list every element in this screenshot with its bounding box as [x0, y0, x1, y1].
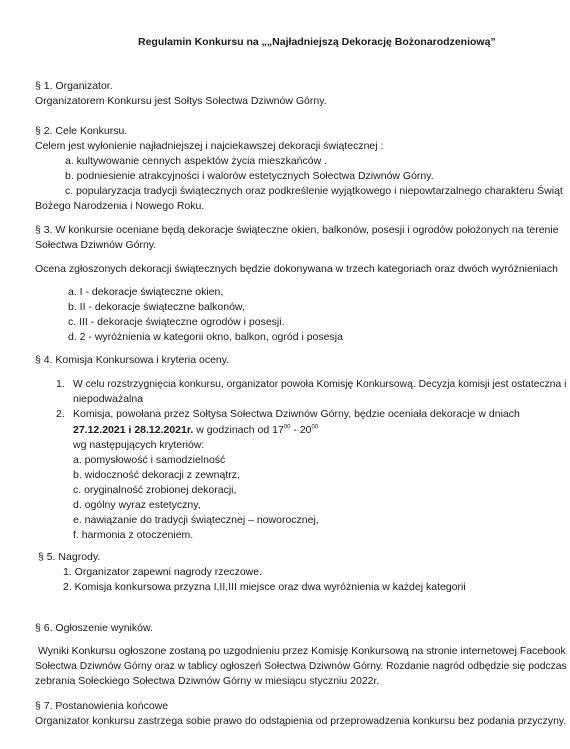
evaluation-text: Komisja, powołana przez Sołtysa Sołectwa Dziwnów Górny, będzie oceniała dekoracje w dniach: [73, 408, 520, 420]
hours-text: w godzinach od 17: [196, 424, 284, 436]
date-2: 28.12.2021r.: [134, 424, 194, 436]
goal-item-continuation: Bożego Narodzenia i Nowego Roku.: [35, 200, 205, 212]
results-text: Sołectwa Dziwnów Górny oraz w tablicy ogłoszeń Sołectwa Dziwnów Górny. Rozdanie nagród odbędzie się podczas: [35, 660, 567, 672]
section-7-text: Organizator konkursu zastrzega sobie prawo do odstąpienia od przeprowadzenia konkursu bez podania przyczyny.: [35, 715, 567, 727]
committee-text: W celu rozstrzygnięcia konkursu, organizator powoła Komisję Konkursową. Decyzja komisji jest ostateczna i: [73, 378, 567, 390]
goal-item: b. podniesienie atrakcyjności i walorów estetycznych Sołectwa Dziwnów Górny.: [65, 170, 434, 182]
prize-item: 1. Organizator zapewni nagrody rzeczowe.: [63, 566, 263, 578]
committee-text: niepodważalna: [73, 393, 144, 405]
goal-item: c. popularyzacja tradycji świątecznych oraz podkreślenie wyjątkowego i niepowtarzalnego charakteru Świąt: [65, 185, 563, 197]
section-5-heading: § 5. Nagrody.: [38, 551, 101, 563]
date-1: 27.12.2021 i: [73, 424, 132, 436]
criteria-item: d. ogólny wyraz estetyczny,: [73, 499, 201, 511]
category-item: b. II - dekoracje świąteczne balkonów,: [68, 301, 245, 313]
section-3-paragraph: Ocena zgłoszonych dekoracji świątecznych będzie dokonywana w trzech kategoriach oraz dwóch wyróżnieniach: [35, 263, 558, 275]
section-2-heading: § 2. Cele Konkursu.: [35, 125, 128, 137]
section-2-intro: Celem jest wyłonienie najładniejszej i najciekawszej dekoracji świątecznej :: [35, 140, 384, 152]
results-text: Wyniki Konkursu ogłoszone zostaną po uzgodnieniu przez Komisję Konkursową na stronie internetowej Facebook: [38, 645, 566, 657]
section-4-heading: § 4. Komisja Konkursowa i kryteria oceny.: [35, 354, 230, 366]
criteria-item: a. pomysłowość i samodzielność: [73, 454, 226, 466]
criteria-item: e. nawiązanie do tradycji świątecznej – noworocznej,: [73, 514, 319, 526]
section-1-text: Organizatorem Konkursu jest Sołtys Sołectwa Dziwnów Górny.: [35, 95, 327, 107]
criteria-item: c. oryginalność zrobionej dekoracji,: [73, 484, 237, 496]
section-6-heading: § 6. Ogłoszenie wyników.: [35, 622, 153, 634]
section-7-heading: § 7. Postanowienia końcowe: [35, 700, 169, 712]
category-item: d. 2 - wyróżnienia w kategorii okno, balkon, ogród i posesja: [68, 331, 343, 343]
evaluation-dates: [73, 424, 318, 437]
prize-item: 2. Komisja konkursowa przyzna I,II,III miejsce oraz dwa wyróżnienia w każdej kategorii: [63, 581, 466, 593]
criteria-item: f. harmonia z otoczeniem.: [73, 529, 194, 541]
section-1-heading: § 1. Organizator.: [35, 80, 113, 92]
hours-sup: 00: [283, 424, 291, 431]
hours-dash: - 20: [290, 424, 312, 436]
results-text: zebrania Sołeckiego Sołectwa Dziwnów Górny w miesiącu styczniu 2022r.: [35, 675, 380, 687]
goal-item: a. kultywowanie cennych aspektów życia mieszkańców .: [65, 155, 328, 167]
criteria-intro: wg następujących kryteriów:: [73, 439, 205, 451]
category-item: a. I - dekoracje świąteczne okien,: [68, 286, 224, 298]
section-3-line: Sołectwa Dziwnów Górny.: [35, 239, 157, 251]
document-title: Regulamin Konkursu na „„Najładniejszą Dekorację Bożonarodzeniową”: [138, 36, 496, 48]
item-number: 1.: [56, 378, 65, 390]
hours-sup: 00: [311, 424, 319, 431]
category-item: c. III - dekoracje świąteczne ogrodów i posesji.: [68, 316, 285, 328]
criteria-item: b. widoczność dekoracji z zewnątrz,: [73, 469, 240, 481]
section-3-line: § 3. W konkursie oceniane będą dekoracje świąteczne okien, balkonów, posesji i ogrodów położonych na terenie: [35, 224, 559, 236]
item-number: 2.: [56, 408, 65, 420]
